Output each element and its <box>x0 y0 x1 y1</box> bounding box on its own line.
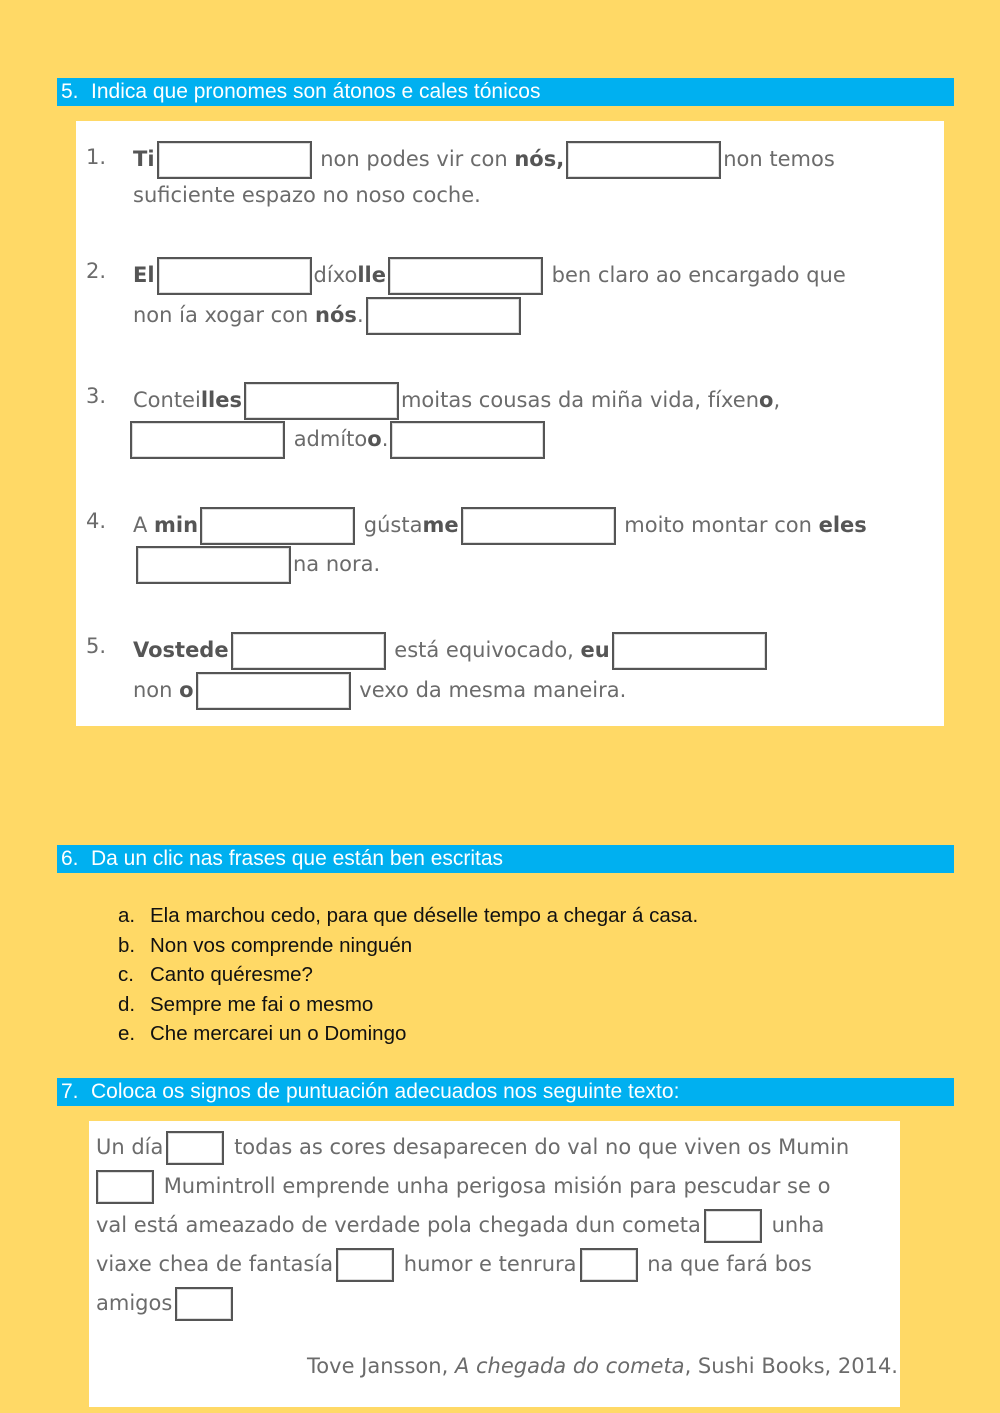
item-5-number: 5. <box>86 634 107 658</box>
item-3-line-2: admítoo. <box>128 419 547 459</box>
item-1-number: 1. <box>86 145 107 169</box>
punct-box-1[interactable] <box>166 1131 224 1165</box>
section-5-header <box>57 78 954 106</box>
sentence-option-a[interactable]: a. Ela marchou cedo, para que déselle tempo a chegar á casa. <box>118 904 699 927</box>
answer-box-5b[interactable] <box>612 632 767 670</box>
section-7-header <box>57 1078 954 1106</box>
answer-box-3c[interactable] <box>390 421 545 459</box>
text-line-3: val está ameazado de verdade pola chegada dun cometa unha <box>96 1209 824 1243</box>
sentence-option-c[interactable]: c. Canto quéresme? <box>118 963 313 986</box>
text-line-1: Un día todas as cores desaparecen do val no que viven os Mumin <box>96 1131 849 1165</box>
punct-box-3[interactable] <box>704 1209 762 1243</box>
item-5-line-1: Vostede está equivocado, eu <box>133 630 769 670</box>
section-6-header <box>57 845 954 873</box>
item-3-number: 3. <box>86 384 107 408</box>
punct-box-2[interactable] <box>96 1170 154 1204</box>
section-5-number: 5. <box>61 80 79 103</box>
item-4-line-2: na nora. <box>134 544 380 584</box>
sentence-option-b[interactable]: b. Non vos comprende ninguén <box>118 933 413 957</box>
text-line-5: amigos <box>96 1287 236 1321</box>
answer-box-5c[interactable] <box>196 672 351 710</box>
sentence-list <box>118 901 698 1049</box>
item-2-line-2: non ía xogar con nós. <box>133 295 523 335</box>
answer-box-4b[interactable] <box>461 507 616 545</box>
sentence-option-e[interactable]: e. Che mercarei un o Domingo <box>118 1022 407 1045</box>
item-1-line-1: Ti non podes vir con nós, non temos <box>133 139 835 179</box>
section-7-number: 7. <box>61 1080 79 1103</box>
section-7-title: Coloca os signos de puntuación adecuados nos seguinte texto: <box>91 1080 680 1103</box>
punct-box-5[interactable] <box>580 1248 638 1282</box>
item-2-line-1: El díxolle ben claro ao encargado que <box>133 255 846 295</box>
item-5-line-2: non o vexo da mesma maneira. <box>133 670 626 710</box>
item-3-line-1: Conteilles moitas cousas da miña vida, fíxeno, <box>133 380 780 420</box>
answer-box-3b[interactable] <box>130 421 285 459</box>
item-1-line-2: suficiente espazo no noso coche. <box>133 183 481 207</box>
punct-box-4[interactable] <box>336 1248 394 1282</box>
item-4-number: 4. <box>86 509 107 533</box>
exercise-5-panel <box>76 121 944 726</box>
item-4-line-1: A min gústame moito montar con eles <box>133 505 867 545</box>
answer-box-3a[interactable] <box>244 382 399 420</box>
answer-box-1b[interactable] <box>566 141 721 179</box>
answer-box-2b[interactable] <box>388 257 543 295</box>
sentence-option-d[interactable]: d. Sempre me fai o mesmo <box>118 992 374 1016</box>
text-line-2: Mumintroll emprende unha perigosa misión para pescudar se o <box>96 1170 830 1204</box>
citation: Tove Jansson, A chegada do cometa, Sushi Books, 2014. <box>307 1354 898 1378</box>
answer-box-2a[interactable] <box>157 257 312 295</box>
section-5-title: Indica que pronomes son átonos e cales tónicos <box>91 80 541 103</box>
answer-box-4c[interactable] <box>136 546 291 584</box>
answer-box-4a[interactable] <box>200 507 355 545</box>
text-line-4: viaxe chea de fantasía humor e tenrura na que fará bos <box>96 1248 812 1282</box>
section-6-number: 6. <box>61 847 79 870</box>
section-6-title: Da un clic nas frases que están ben escritas <box>91 847 504 870</box>
punct-box-6[interactable] <box>175 1287 233 1321</box>
answer-box-5a[interactable] <box>231 632 386 670</box>
answer-box-2c[interactable] <box>366 297 521 335</box>
exercise-7-panel <box>89 1121 900 1407</box>
item-2-number: 2. <box>86 259 107 283</box>
answer-box-1a[interactable] <box>157 141 312 179</box>
